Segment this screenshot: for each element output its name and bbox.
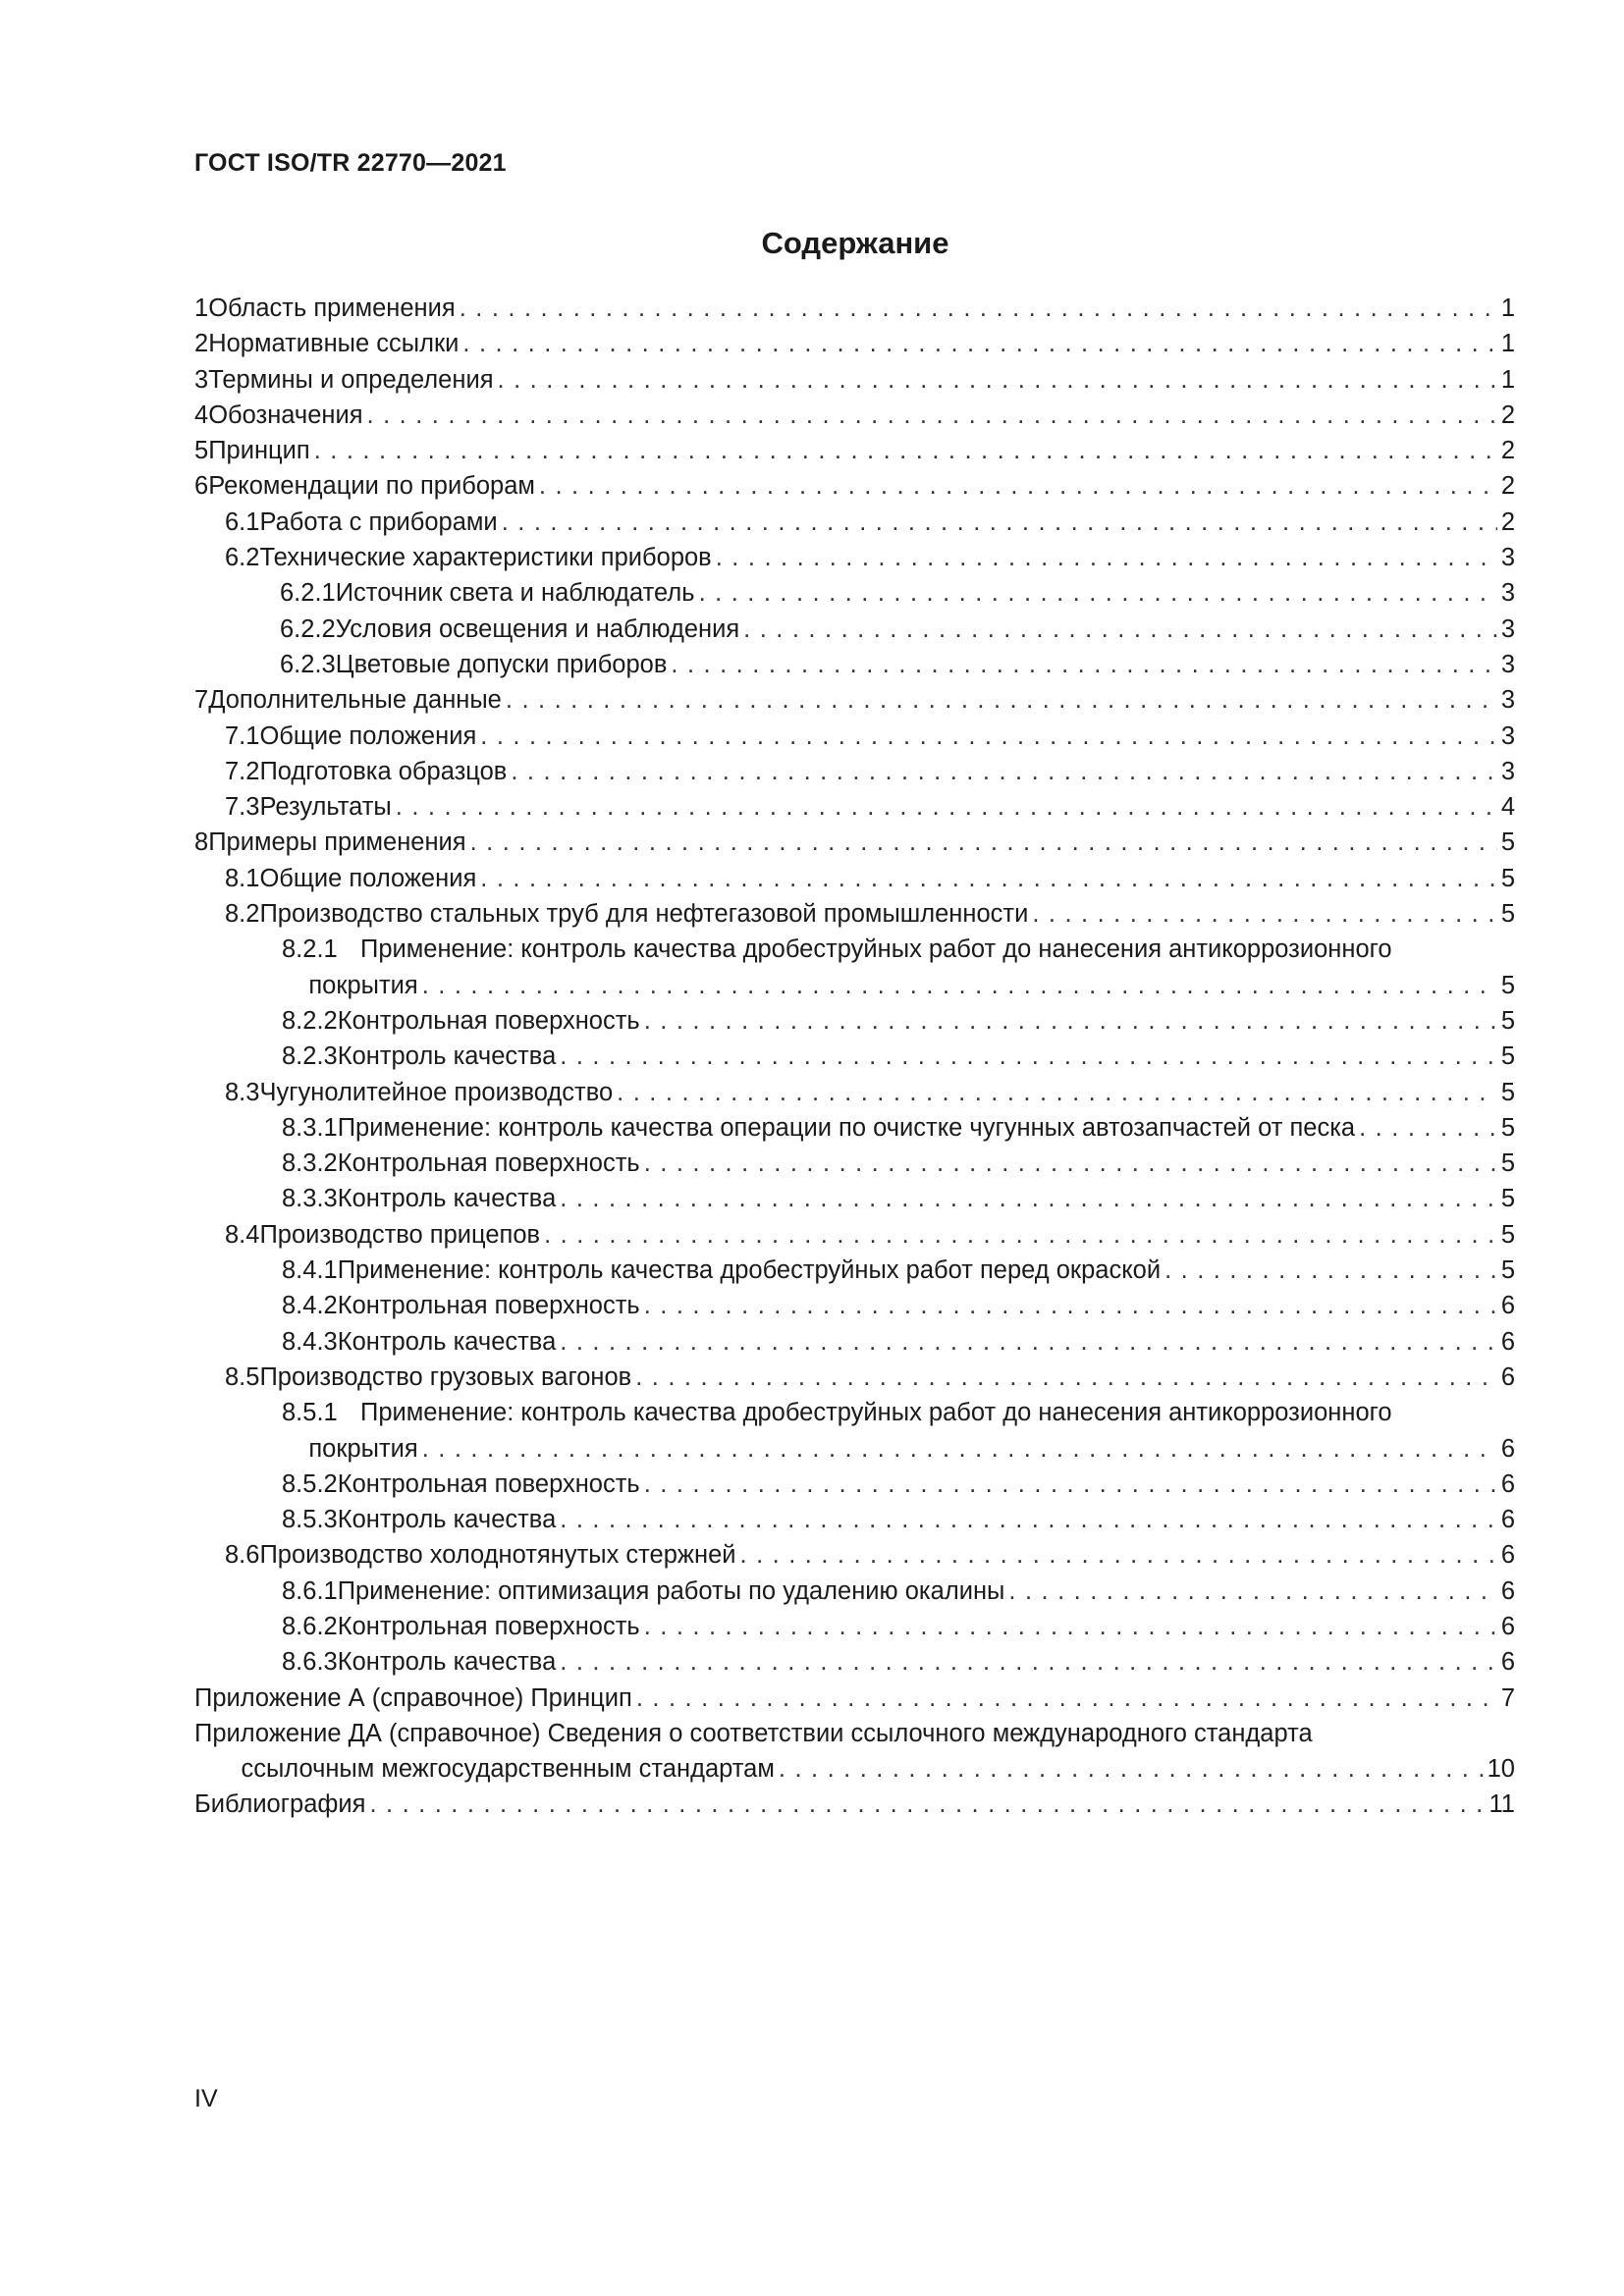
toc-entry-number: 8.2.2 — [282, 1006, 338, 1035]
toc-entry-number: 3 — [194, 365, 209, 394]
toc-entry-page: 5 — [1500, 1185, 1515, 1213]
dot-leader — [369, 1787, 1485, 1822]
toc-entry[interactable] — [194, 1324, 1515, 1360]
toc-entry-page: 2 — [1500, 507, 1515, 536]
toc-entry-page: 7 — [1500, 1683, 1515, 1712]
dot-leader — [462, 326, 1496, 361]
toc-entry-page: 11 — [1489, 1790, 1515, 1819]
toc-entry[interactable] — [194, 1288, 1515, 1323]
toc-entry-number: 8.6.2 — [282, 1612, 338, 1640]
dot-leader — [560, 1039, 1497, 1074]
toc-entry-number: 8.2 — [225, 900, 260, 929]
toc-entry-title: Производство грузовых вагонов — [259, 1362, 632, 1391]
dot-leader — [422, 1431, 1497, 1467]
toc-entry-page: 2 — [1500, 400, 1515, 429]
toc-entry[interactable] — [194, 1502, 1515, 1537]
toc-entry-page: 5 — [1500, 864, 1515, 892]
toc-entry-title: Контроль качества — [337, 1648, 557, 1677]
toc-entry-title: Приложение А (справочное) Принцип — [194, 1683, 632, 1712]
dot-leader — [460, 291, 1497, 326]
document-code-header: ГОСТ ISO/TR 22770—2021 — [194, 149, 507, 177]
toc-entry-title-continued: покрытия — [308, 1434, 418, 1463]
toc-entry[interactable] — [194, 1681, 1515, 1716]
dot-leader — [636, 1681, 1497, 1716]
toc-entry[interactable] — [194, 1146, 1515, 1181]
toc-entry[interactable] — [194, 932, 1515, 1003]
toc-entry-page: 1 — [1500, 330, 1515, 358]
toc-entry-number: 8.5 — [225, 1362, 260, 1391]
toc-entry-number: 8.6.1 — [282, 1576, 338, 1605]
dot-leader — [644, 1003, 1497, 1039]
toc-entry[interactable] — [194, 575, 1515, 611]
dot-leader — [506, 682, 1497, 718]
toc-entry-number: 4 — [194, 400, 209, 429]
toc-entry[interactable] — [194, 1003, 1515, 1039]
toc-entry-title: Применение: контроль качества дробеструйных работ перед окраской — [337, 1256, 1162, 1285]
toc-entry-title: Применение: контроль качества дробеструйных работ до нанесения антикоррозионного — [360, 935, 1392, 964]
toc-entry[interactable] — [194, 1644, 1515, 1680]
toc-entry-title: Подготовка образцов — [259, 757, 508, 785]
toc-entry-title-continued: покрытия — [308, 971, 418, 999]
toc-entry-page: 6 — [1500, 1362, 1515, 1391]
toc-entry[interactable] — [194, 1537, 1515, 1573]
toc-entry-page: 6 — [1500, 1469, 1515, 1498]
toc-entry[interactable] — [194, 896, 1515, 932]
toc-entry-title: Общие положения — [259, 864, 477, 892]
toc-entry-number: 8.5.1 — [282, 1399, 338, 1427]
toc-entry[interactable] — [194, 1787, 1515, 1822]
toc-entry[interactable] — [194, 540, 1515, 575]
dot-leader — [544, 1217, 1497, 1253]
toc-entry-number: 8.4.3 — [282, 1327, 338, 1356]
toc-entry-title: Производство прицепов — [259, 1220, 541, 1249]
dot-leader — [743, 612, 1497, 647]
toc-entry[interactable] — [194, 1110, 1515, 1146]
toc-entry-page: 6 — [1500, 1576, 1515, 1605]
dot-leader — [1032, 896, 1497, 932]
toc-entry-title: Применение: оптимизация работы по удалению окалины — [337, 1576, 1005, 1605]
toc-entry-page: 1 — [1500, 365, 1515, 394]
toc-entry[interactable] — [194, 398, 1515, 433]
toc-entry[interactable] — [194, 433, 1515, 468]
toc-entry-title: Термины и определения — [208, 365, 494, 394]
toc-entry-page: 5 — [1500, 1220, 1515, 1249]
toc-entry[interactable] — [194, 647, 1515, 682]
toc-entry-page: 6 — [1500, 1612, 1515, 1640]
toc-entry-number: 6.2.3 — [280, 650, 336, 678]
toc-entry-title: Контрольная поверхность — [337, 1149, 640, 1178]
dot-leader — [1359, 1110, 1497, 1146]
dot-leader — [617, 1075, 1497, 1110]
toc-entry-title: Область применения — [208, 294, 456, 322]
toc-entry-title: Цветовые допуски приборов — [335, 650, 668, 678]
toc-entry-page: 3 — [1500, 721, 1515, 750]
toc-entry-number: 8.5.3 — [282, 1506, 338, 1534]
toc-entry[interactable] — [194, 861, 1515, 896]
toc-entry-number: 8 — [194, 828, 209, 857]
toc-entry-title: Работа с приборами — [259, 507, 498, 536]
toc-entry[interactable] — [194, 682, 1515, 718]
toc-entry-title: Обозначения — [208, 400, 363, 429]
toc-entry-page: 6 — [1500, 1541, 1515, 1570]
toc-entry[interactable] — [194, 326, 1515, 361]
toc-entry-title: Применение: контроль качества операции по очистке чугунных автозапчастей от песка — [337, 1113, 1356, 1142]
toc-entry-number: 8.3.1 — [282, 1113, 338, 1142]
dot-leader — [480, 719, 1497, 754]
page-number: IV — [194, 2085, 218, 2112]
toc-entry[interactable] — [194, 1075, 1515, 1110]
dot-leader — [511, 754, 1496, 789]
dot-leader — [539, 468, 1497, 504]
toc-entry[interactable] — [194, 1181, 1515, 1216]
toc-entry[interactable] — [194, 1360, 1515, 1395]
toc-entry-page: 5 — [1500, 1256, 1515, 1285]
toc-entry-number: 7.1 — [225, 721, 260, 750]
dot-leader — [1164, 1253, 1497, 1288]
toc-entry[interactable] — [194, 505, 1515, 540]
toc-entry[interactable] — [194, 468, 1515, 504]
toc-entry[interactable] — [194, 1716, 1515, 1788]
toc-entry[interactable] — [194, 719, 1515, 754]
toc-entry-page: 6 — [1500, 1506, 1515, 1534]
toc-entry-number: 8.2.3 — [282, 1042, 338, 1071]
dot-leader — [480, 861, 1497, 896]
toc-entry-title: Приложение ДА (справочное) Сведения о соответствии ссылочного международного стандарта — [194, 1719, 1313, 1747]
toc-entry-title: Контрольная поверхность — [337, 1469, 640, 1498]
toc-entry-title: Контрольная поверхность — [337, 1612, 640, 1640]
toc-entry-title: Условия освещения и наблюдения — [335, 614, 740, 643]
toc-entry-number: 1 — [194, 294, 209, 322]
toc-entry-title: Применение: контроль качества дробеструйных работ до нанесения антикоррозионного — [360, 1399, 1392, 1427]
toc-entry[interactable] — [194, 1395, 1515, 1467]
dot-leader — [560, 1324, 1497, 1360]
dot-leader — [498, 362, 1497, 398]
dot-leader — [502, 505, 1497, 540]
toc-entry-number: 8.3.2 — [282, 1149, 338, 1178]
toc-entry-page: 5 — [1500, 1078, 1515, 1106]
toc-entry-page: 6 — [1500, 1434, 1515, 1463]
dot-leader — [1008, 1574, 1496, 1609]
toc-entry-number: 6.2.1 — [280, 579, 336, 608]
toc-entry-title: Результаты — [259, 793, 392, 822]
toc-entry-number: 7 — [194, 686, 209, 715]
toc-entry-title: Контроль качества — [337, 1185, 557, 1213]
toc-entry-number: 8.6 — [225, 1541, 260, 1570]
toc-entry[interactable] — [194, 789, 1515, 825]
toc-entry-title: Дополнительные данные — [208, 686, 502, 715]
dot-leader — [560, 1502, 1497, 1537]
dot-leader — [422, 968, 1497, 1003]
toc-title: Содержание — [761, 226, 949, 260]
toc-entry-number: 8.6.3 — [282, 1648, 338, 1677]
toc-entry-page: 3 — [1500, 579, 1515, 608]
toc-entry-page: 3 — [1500, 614, 1515, 643]
toc-entry-page: 5 — [1500, 971, 1515, 999]
toc-entry[interactable] — [194, 1467, 1515, 1502]
toc-entry-number: 8.5.2 — [282, 1469, 338, 1498]
toc-entry-page: 5 — [1500, 1113, 1515, 1142]
dot-leader — [560, 1181, 1497, 1216]
toc-entry-page: 3 — [1500, 757, 1515, 785]
toc-entry-title: Источник света и наблюдатель — [335, 579, 695, 608]
toc-entry-title: Рекомендации по приборам — [208, 472, 535, 501]
dot-leader — [396, 789, 1497, 825]
toc-entry-page: 5 — [1500, 1042, 1515, 1071]
dot-leader — [635, 1360, 1497, 1395]
toc-entry-number: 8.4.1 — [282, 1256, 338, 1285]
toc-entry-title: Контрольная поверхность — [337, 1006, 640, 1035]
toc-entry-title: Контроль качества — [337, 1506, 557, 1534]
toc-entry-title: Нормативные ссылки — [208, 330, 460, 358]
toc-entry-page: 2 — [1500, 472, 1515, 501]
toc-entry-title: Чугунолитейное производство — [259, 1078, 614, 1106]
toc-entry-page: 6 — [1500, 1292, 1515, 1320]
toc-entry-page: 5 — [1500, 1006, 1515, 1035]
toc-entry-title-continued: ссылочным межгосударственным стандартам — [241, 1755, 775, 1784]
toc-entry-number: 2 — [194, 330, 209, 358]
dot-leader — [644, 1288, 1497, 1323]
toc-entry-title: Контроль качества — [337, 1042, 557, 1071]
toc-entry-page: 4 — [1500, 793, 1515, 822]
dot-leader — [716, 540, 1497, 575]
toc-entry-number: 6 — [194, 472, 209, 501]
toc-entry-page: 1 — [1500, 294, 1515, 322]
dot-leader — [314, 433, 1497, 468]
dot-leader — [367, 398, 1497, 433]
toc-entry[interactable] — [194, 1217, 1515, 1253]
toc-entry-number: 6.2 — [225, 544, 260, 572]
toc-entry[interactable] — [194, 1574, 1515, 1609]
toc-entry[interactable] — [194, 612, 1515, 647]
toc-entry-number: 6.1 — [225, 507, 260, 536]
toc-entry[interactable] — [194, 1609, 1515, 1644]
toc-entry-number: 8.3 — [225, 1078, 260, 1106]
toc-entry[interactable] — [194, 362, 1515, 398]
toc-entry-page: 3 — [1500, 686, 1515, 715]
dot-leader — [740, 1537, 1497, 1573]
toc-entry-page: 5 — [1500, 828, 1515, 857]
toc-entry[interactable] — [194, 754, 1515, 789]
toc-entry-title: Библиография — [194, 1790, 366, 1819]
dot-leader — [560, 1644, 1497, 1680]
toc-entry[interactable] — [194, 825, 1515, 860]
dot-leader — [699, 575, 1497, 611]
toc-entry-number: 6.2.2 — [280, 614, 336, 643]
toc-entry-page: 6 — [1500, 1327, 1515, 1356]
toc-entry-title: Контрольная поверхность — [337, 1292, 640, 1320]
toc-entry-number: 5 — [194, 437, 209, 465]
dot-leader — [644, 1609, 1497, 1644]
toc-entry[interactable] — [194, 1253, 1515, 1288]
dot-leader — [470, 825, 1497, 860]
toc-entry-title: Технические характеристики приборов — [259, 544, 712, 572]
toc-entry-title: Производство стальных труб для нефтегазовой промышленности — [259, 900, 1029, 929]
dot-leader — [644, 1146, 1497, 1181]
toc-entry-title: Производство холоднотянутых стержней — [259, 1541, 736, 1570]
toc-entry-number: 8.4.2 — [282, 1292, 338, 1320]
toc-entry-number: 8.1 — [225, 864, 260, 892]
toc-entry[interactable] — [194, 291, 1515, 326]
toc-entry-title: Контроль качества — [337, 1327, 557, 1356]
toc-entry-title: Принцип — [208, 437, 310, 465]
table-of-contents — [194, 291, 1515, 1823]
toc-entry-title: Примеры применения — [208, 828, 466, 857]
toc-entry-number: 8.2.1 — [282, 935, 338, 964]
toc-entry-number: 7.2 — [225, 757, 260, 785]
toc-entry-title: Общие положения — [259, 721, 477, 750]
toc-entry-page: 5 — [1500, 1149, 1515, 1178]
toc-entry-number: 8.4 — [225, 1220, 260, 1249]
dot-leader — [671, 647, 1496, 682]
toc-entry-page: 2 — [1500, 437, 1515, 465]
toc-entry-number: 8.3.3 — [282, 1185, 338, 1213]
toc-entry-page: 3 — [1500, 650, 1515, 678]
toc-entry-number: 7.3 — [225, 793, 260, 822]
toc-entry-page: 6 — [1500, 1648, 1515, 1677]
toc-entry-page: 5 — [1500, 900, 1515, 929]
dot-leader — [644, 1467, 1497, 1502]
toc-entry-page: 10 — [1487, 1755, 1515, 1784]
dot-leader — [779, 1751, 1484, 1787]
toc-entry-page: 3 — [1500, 544, 1515, 572]
toc-entry[interactable] — [194, 1039, 1515, 1074]
